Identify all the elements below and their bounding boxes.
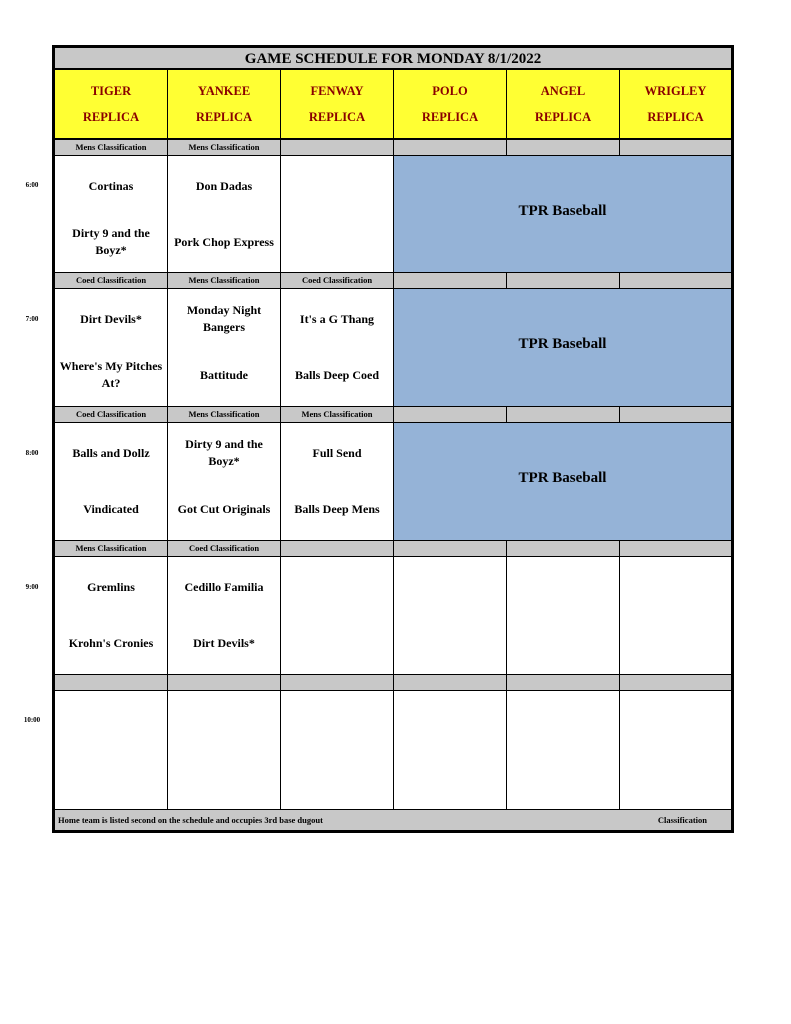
time-label-6: 6:00 xyxy=(25,181,39,189)
home-team xyxy=(281,216,393,268)
away-team: Gremlins xyxy=(87,579,135,594)
home-team xyxy=(507,617,619,669)
game-cell xyxy=(54,422,168,541)
game-cell xyxy=(54,155,168,273)
away-team: Don Dadas xyxy=(195,178,253,193)
field-header-wrigley xyxy=(619,69,732,139)
home-team: Vindicated xyxy=(83,501,139,516)
classification-band xyxy=(280,540,394,557)
home-team: Pork Chop Express xyxy=(174,234,274,249)
game-cell xyxy=(280,556,394,675)
time-label-10: 10:00 xyxy=(23,716,41,724)
away-team xyxy=(507,561,619,613)
game-cell xyxy=(280,155,394,273)
classification-band xyxy=(619,139,732,156)
classification-band xyxy=(506,272,620,289)
away-team xyxy=(620,561,731,613)
classification-band xyxy=(393,272,507,289)
field-name: TIGER xyxy=(90,84,132,98)
away-team xyxy=(55,695,167,747)
away-team xyxy=(394,561,506,613)
home-team: Where's My Pitches At? xyxy=(59,359,163,390)
away-team: Full Send xyxy=(312,445,362,460)
field-name: ANGEL xyxy=(540,84,586,98)
home-team: Balls Deep Mens xyxy=(294,501,380,516)
home-team: Dirty 9 and the Boyz* xyxy=(72,226,150,257)
field-type: REPLICA xyxy=(421,110,479,124)
reserved-block xyxy=(393,422,732,541)
away-team: Monday Night Bangers xyxy=(186,303,262,334)
game-cell xyxy=(393,690,507,810)
home-team xyxy=(620,751,731,803)
away-team xyxy=(394,695,506,747)
home-team xyxy=(168,751,280,803)
classification-band xyxy=(393,406,507,423)
field-header-angel xyxy=(506,69,620,139)
classification-band xyxy=(54,674,168,691)
time-label-8: 8:00 xyxy=(25,449,39,457)
field-name: POLO xyxy=(432,84,468,98)
classification-band xyxy=(280,674,394,691)
classification-band xyxy=(619,540,732,557)
away-team xyxy=(620,695,731,747)
page-title: GAME SCHEDULE FOR MONDAY 8/1/2022 xyxy=(54,47,732,69)
classification-band xyxy=(506,139,620,156)
game-cell xyxy=(54,288,168,407)
home-team xyxy=(620,617,731,669)
reserved-block xyxy=(393,155,732,273)
time-label-7: 7:00 xyxy=(25,315,39,323)
game-cell xyxy=(280,690,394,810)
game-cell xyxy=(280,288,394,407)
home-team xyxy=(55,751,167,803)
home-team: Battitude xyxy=(200,367,248,382)
classification-legend: Classification xyxy=(657,815,707,825)
classification-band: Mens Classification xyxy=(167,406,281,423)
game-cell xyxy=(54,556,168,675)
classification-band xyxy=(619,674,732,691)
field-type: REPLICA xyxy=(195,110,253,124)
field-type: REPLICA xyxy=(647,110,704,124)
game-cell xyxy=(506,690,620,810)
away-team: Dirty 9 and the Boyz* xyxy=(185,437,263,468)
away-team: Balls and Dollz xyxy=(72,445,150,460)
classification-band xyxy=(393,674,507,691)
game-cell xyxy=(167,690,281,810)
field-header-tiger xyxy=(54,69,168,139)
classification-band: Mens Classification xyxy=(280,406,394,423)
reserved-block-label: TPR Baseball xyxy=(518,470,607,486)
field-name: YANKEE xyxy=(197,84,251,98)
footer-bar xyxy=(54,809,732,831)
game-cell xyxy=(393,556,507,675)
game-cell xyxy=(619,690,732,810)
field-header-fenway xyxy=(280,69,394,139)
away-team xyxy=(281,160,393,212)
classification-band: Coed Classification xyxy=(167,540,281,557)
classification-band: Mens Classification xyxy=(167,272,281,289)
away-team xyxy=(281,561,393,613)
game-cell xyxy=(167,288,281,407)
classification-band xyxy=(167,674,281,691)
away-team: Cortinas xyxy=(88,178,134,193)
away-team xyxy=(168,695,280,747)
classification-band xyxy=(506,674,620,691)
home-team: Dirt Devils* xyxy=(193,635,255,650)
reserved-block-label: TPR Baseball xyxy=(518,202,607,219)
classification-band xyxy=(506,540,620,557)
classification-band xyxy=(619,406,732,423)
reserved-block xyxy=(393,288,732,407)
field-type: REPLICA xyxy=(534,110,592,124)
classification-band: Mens Classification xyxy=(167,139,281,156)
game-cell xyxy=(54,690,168,810)
home-team-note: Home team is listed second on the schedule and occupies 3rd base dugout xyxy=(58,815,323,825)
game-cell xyxy=(167,155,281,273)
field-header-yankee xyxy=(167,69,281,139)
field-name: FENWAY xyxy=(310,84,364,98)
home-team xyxy=(394,751,506,803)
away-team: It's a G Thang xyxy=(299,311,375,326)
game-cell xyxy=(167,422,281,541)
field-type: REPLICA xyxy=(308,110,366,124)
classification-band xyxy=(506,406,620,423)
classification-band: Mens Classification xyxy=(54,139,168,156)
schedule-table xyxy=(52,45,734,833)
home-team xyxy=(281,617,393,669)
home-team: Krohn's Cronies xyxy=(68,635,154,650)
game-cell xyxy=(167,556,281,675)
classification-band xyxy=(619,272,732,289)
classification-band: Mens Classification xyxy=(54,540,168,557)
classification-band: Coed Classification xyxy=(54,406,168,423)
away-team: Cedillo Familia xyxy=(184,579,264,594)
classification-band: Coed Classification xyxy=(280,272,394,289)
home-team: Got Cut Originals xyxy=(177,501,271,516)
game-cell xyxy=(280,422,394,541)
field-name: WRIGLEY xyxy=(644,84,707,98)
classification-band xyxy=(393,540,507,557)
game-cell xyxy=(619,556,732,675)
home-team xyxy=(394,617,506,669)
field-type: REPLICA xyxy=(82,110,140,124)
classification-band xyxy=(280,139,394,156)
home-team xyxy=(507,751,619,803)
away-team xyxy=(281,695,393,747)
game-cell xyxy=(506,556,620,675)
reserved-block-label: TPR Baseball xyxy=(518,336,607,352)
away-team xyxy=(507,695,619,747)
field-header-polo xyxy=(393,69,507,139)
classification-band: Coed Classification xyxy=(54,272,168,289)
time-label-9: 9:00 xyxy=(25,583,39,591)
home-team xyxy=(281,751,393,803)
home-team: Balls Deep Coed xyxy=(295,367,379,382)
classification-band xyxy=(393,139,507,156)
away-team: Dirt Devils* xyxy=(80,311,142,326)
